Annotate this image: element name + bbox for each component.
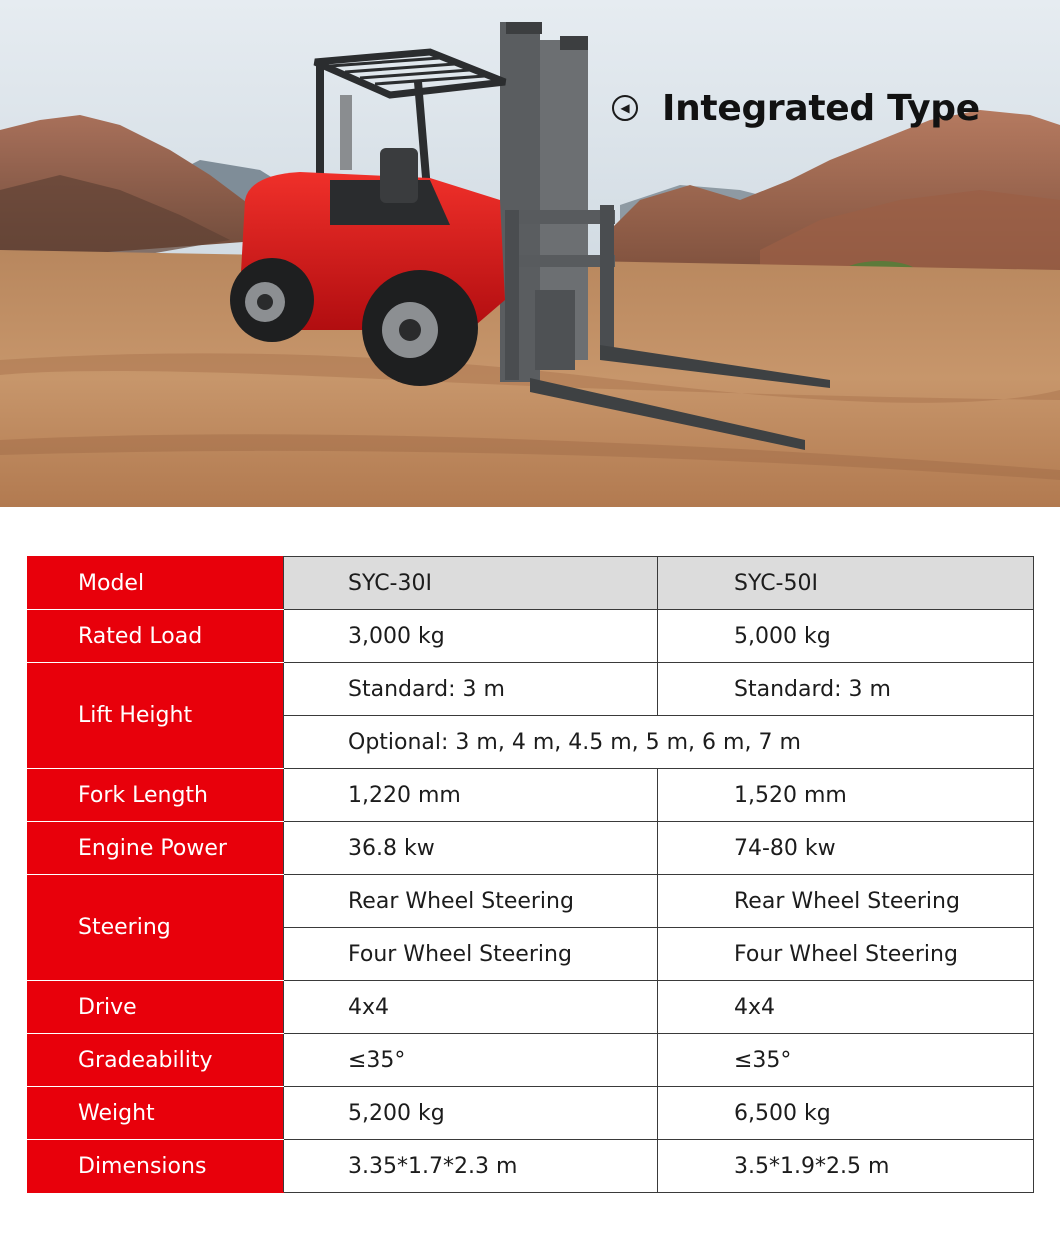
cell-span: Optional: 3 m, 4 m, 4.5 m, 5 m, 6 m, 7 m	[284, 716, 1034, 769]
cell-col2: Rear Wheel Steering	[658, 875, 1034, 928]
hero-title-text: Integrated Type	[662, 87, 980, 129]
cell-col1: 1,220 mm	[284, 769, 658, 822]
cell-col1: Standard: 3 m	[284, 663, 658, 716]
cell-col1: 3,000 kg	[284, 610, 658, 663]
table-row	[28, 1140, 1034, 1193]
row-label: Drive	[28, 981, 284, 1034]
row-label: Weight	[28, 1087, 284, 1140]
cell-col1: Rear Wheel Steering	[284, 875, 658, 928]
row-label: Gradeability	[28, 1034, 284, 1087]
model-cell-2: SYC-50I	[658, 557, 1034, 610]
front-wheel	[362, 270, 478, 386]
cell-col2: 4x4	[658, 981, 1034, 1034]
table-row	[28, 981, 1034, 1034]
cell-col2: Standard: 3 m	[658, 663, 1034, 716]
cell-col1: Four Wheel Steering	[284, 928, 658, 981]
table-row	[28, 1034, 1034, 1087]
row-label: Steering	[28, 875, 284, 981]
cell-col2: 5,000 kg	[658, 610, 1034, 663]
rear-wheel	[230, 258, 314, 342]
hero-title	[612, 80, 980, 136]
cell-col1: 36.8 kw	[284, 822, 658, 875]
cell-col1: 5,200 kg	[284, 1087, 658, 1140]
table-row	[28, 822, 1034, 875]
row-label: Lift Height	[28, 663, 284, 769]
forklift-scene-illustration	[0, 0, 1060, 507]
row-label: Rated Load	[28, 610, 284, 663]
table-header-row	[28, 557, 1034, 610]
hero-banner	[0, 0, 1060, 507]
table-row	[28, 663, 1034, 716]
table-row	[28, 875, 1034, 928]
table-row	[28, 769, 1034, 822]
table-row	[28, 1087, 1034, 1140]
row-label: Engine Power	[28, 822, 284, 875]
row-label: Dimensions	[28, 1140, 284, 1193]
cell-col2: 6,500 kg	[658, 1087, 1034, 1140]
cell-col2: 1,520 mm	[658, 769, 1034, 822]
cell-col1: 4x4	[284, 981, 658, 1034]
cell-col2: ≤35°	[658, 1034, 1034, 1087]
row-label: Model	[28, 557, 284, 610]
cell-col1: ≤35°	[284, 1034, 658, 1087]
row-label: Fork Length	[28, 769, 284, 822]
circle-chevron-left-icon: ◀	[612, 95, 638, 121]
table-row	[28, 610, 1034, 663]
cell-col2: Four Wheel Steering	[658, 928, 1034, 981]
cell-col1: 3.35*1.7*2.3 m	[284, 1140, 658, 1193]
spec-table	[27, 556, 1034, 1193]
cell-col2: 3.5*1.9*2.5 m	[658, 1140, 1034, 1193]
cell-col2: 74-80 kw	[658, 822, 1034, 875]
model-cell-1: SYC-30I	[284, 557, 658, 610]
